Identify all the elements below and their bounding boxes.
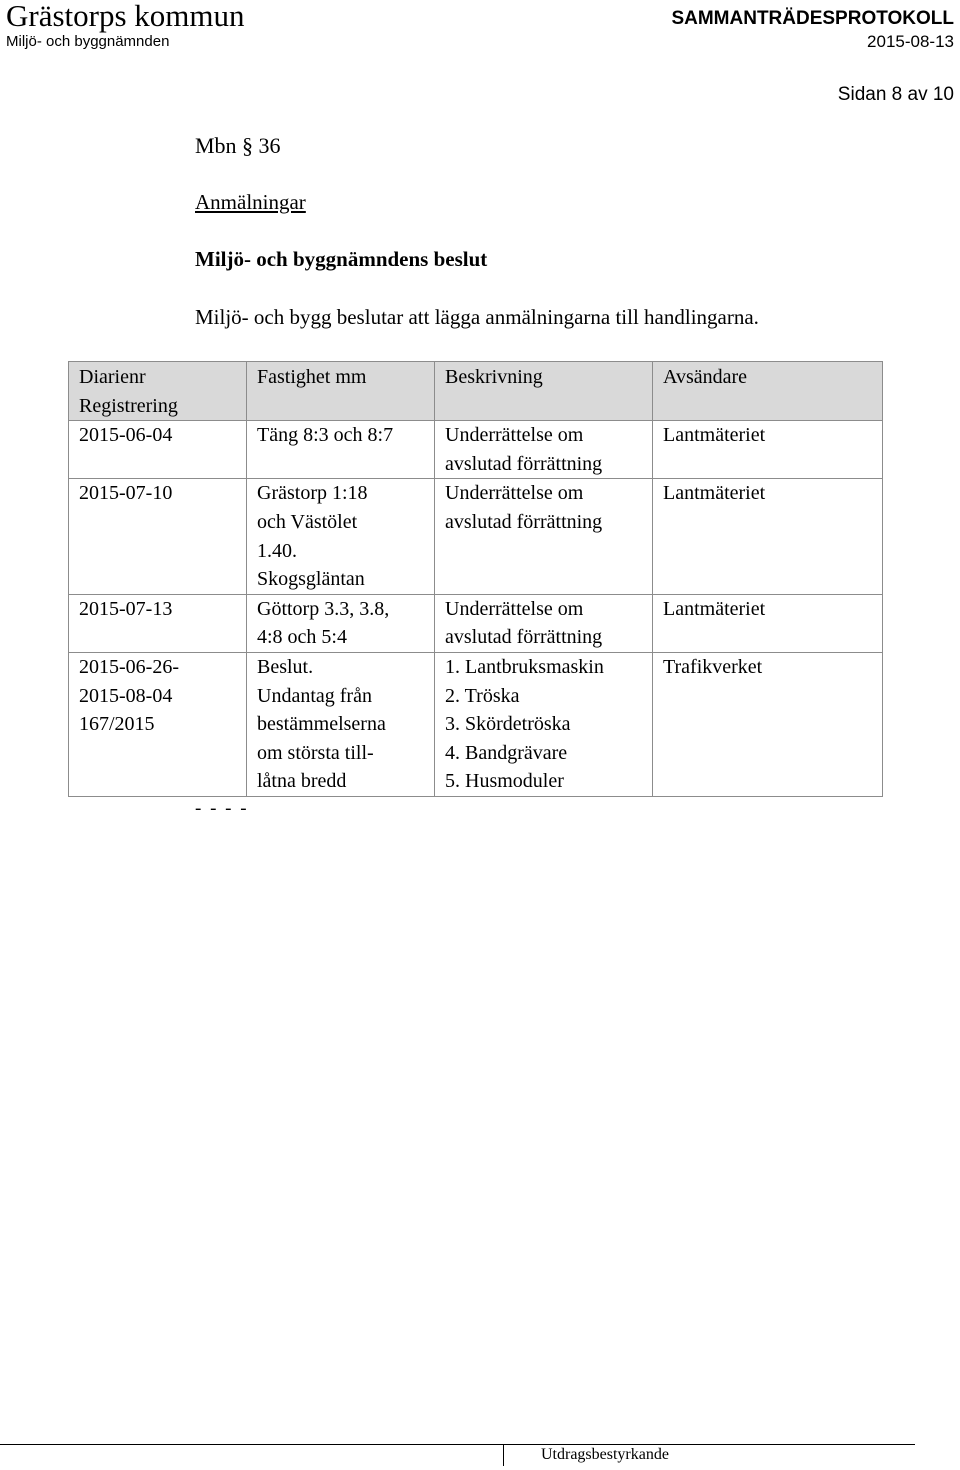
header-diarienr-registrering xyxy=(69,362,247,421)
committee-name: Miljö- och byggnämnden xyxy=(6,33,170,50)
cell-avsandare: Lantmäteriet xyxy=(653,479,883,594)
cell-fastighet-line: Skogsgläntan xyxy=(257,568,365,591)
cell-fastighet-line: Täng 8:3 och 8:7 xyxy=(257,424,394,447)
cell-fastighet-line: Göttorp 3.3, 3.8, xyxy=(257,597,390,620)
cell-beskrivning-line: avslutad förrättning xyxy=(445,510,603,533)
cell-beskrivning xyxy=(435,594,653,652)
end-marker: - - - - xyxy=(195,798,249,819)
cell-fastighet-line: Grästorp 1:18 xyxy=(257,482,368,505)
cell-beskrivning-line: avslutad förrättning xyxy=(445,626,603,649)
cell-beskrivning-line: Underrättelse om xyxy=(445,482,584,505)
footer-divider xyxy=(503,1444,504,1466)
cell-fastighet xyxy=(247,652,435,796)
cell-beskrivning-line: avslutad förrättning xyxy=(445,452,603,475)
cell-fastighet xyxy=(247,421,435,479)
cell-beskrivning-line: 4. Bandgrävare xyxy=(445,741,568,764)
cell-fastighet-line: 4:8 och 5:4 xyxy=(257,626,347,649)
cell-fastighet-line: 1.40. xyxy=(257,539,297,562)
cell-avsandare: Lantmäteriet xyxy=(653,421,883,479)
page-number: Sidan 8 av 10 xyxy=(837,84,954,105)
cell-fastighet-line: bestämmelserna xyxy=(257,713,386,736)
section-subject: Anmälningar xyxy=(195,190,306,214)
footer-rule xyxy=(0,1444,915,1445)
header-diarienr: Diarienr xyxy=(79,366,146,388)
table-row xyxy=(69,479,883,594)
cell-beskrivning-line: Underrättelse om xyxy=(445,424,584,447)
cell-fastighet-line: Undantag från xyxy=(257,684,372,707)
cell-registrering-line: 167/2015 xyxy=(79,713,155,736)
cell-beskrivning-line: 1. Lantbruksmaskin xyxy=(445,655,604,678)
municipality-name: Grästorps kommun xyxy=(6,0,245,33)
decision-heading: Miljö- och byggnämndens beslut xyxy=(195,247,488,271)
table-row xyxy=(69,421,883,479)
cell-fastighet xyxy=(247,594,435,652)
cell-avsandare: Lantmäteriet xyxy=(653,594,883,652)
cell-registrering-line: 2015-07-13 xyxy=(79,597,173,620)
header-fastighet: Fastighet mm xyxy=(247,362,435,421)
header-avsandare: Avsändare xyxy=(653,362,883,421)
table-row xyxy=(69,594,883,652)
cell-beskrivning-line: 2. Tröska xyxy=(445,684,520,707)
cell-registrering-line: 2015-07-10 xyxy=(79,482,173,505)
cell-registrering-line: 2015-08-04 xyxy=(79,684,173,707)
cell-registrering xyxy=(69,421,247,479)
cell-registrering xyxy=(69,479,247,594)
cell-beskrivning xyxy=(435,421,653,479)
cell-registrering-line: 2015-06-26- xyxy=(79,655,179,678)
cell-fastighet-line: och Västölet xyxy=(257,510,358,533)
cell-beskrivning xyxy=(435,652,653,796)
table-header-row xyxy=(69,362,883,421)
cell-avsandare: Trafikverket xyxy=(653,652,883,796)
document-date: 2015-08-13 xyxy=(867,32,954,51)
section-number: Mbn § 36 xyxy=(195,133,281,158)
cell-beskrivning-line: 5. Husmoduler xyxy=(445,770,564,793)
cell-fastighet-line: låtna bredd xyxy=(257,770,347,793)
cell-registrering xyxy=(69,652,247,796)
footer-label: Utdragsbestyrkande xyxy=(541,1446,669,1463)
cell-fastighet xyxy=(247,479,435,594)
cell-beskrivning-line: 3. Skördetröska xyxy=(445,713,571,736)
header-registrering: Registrering xyxy=(79,394,178,417)
document-type: SAMMANTRÄDESPROTOKOLL xyxy=(671,8,954,29)
header-beskrivning: Beskrivning xyxy=(435,362,653,421)
cell-beskrivning-line: Underrättelse om xyxy=(445,597,584,620)
table-row xyxy=(69,652,883,796)
cell-beskrivning xyxy=(435,479,653,594)
registrations-table xyxy=(68,361,883,797)
cell-fastighet-line: om största till- xyxy=(257,741,374,764)
cell-registrering xyxy=(69,594,247,652)
cell-fastighet-line: Beslut. xyxy=(257,655,314,678)
decision-text: Miljö- och bygg beslutar att lägga anmälningarna till handlingarna. xyxy=(195,305,759,329)
cell-registrering-line: 2015-06-04 xyxy=(79,424,173,447)
